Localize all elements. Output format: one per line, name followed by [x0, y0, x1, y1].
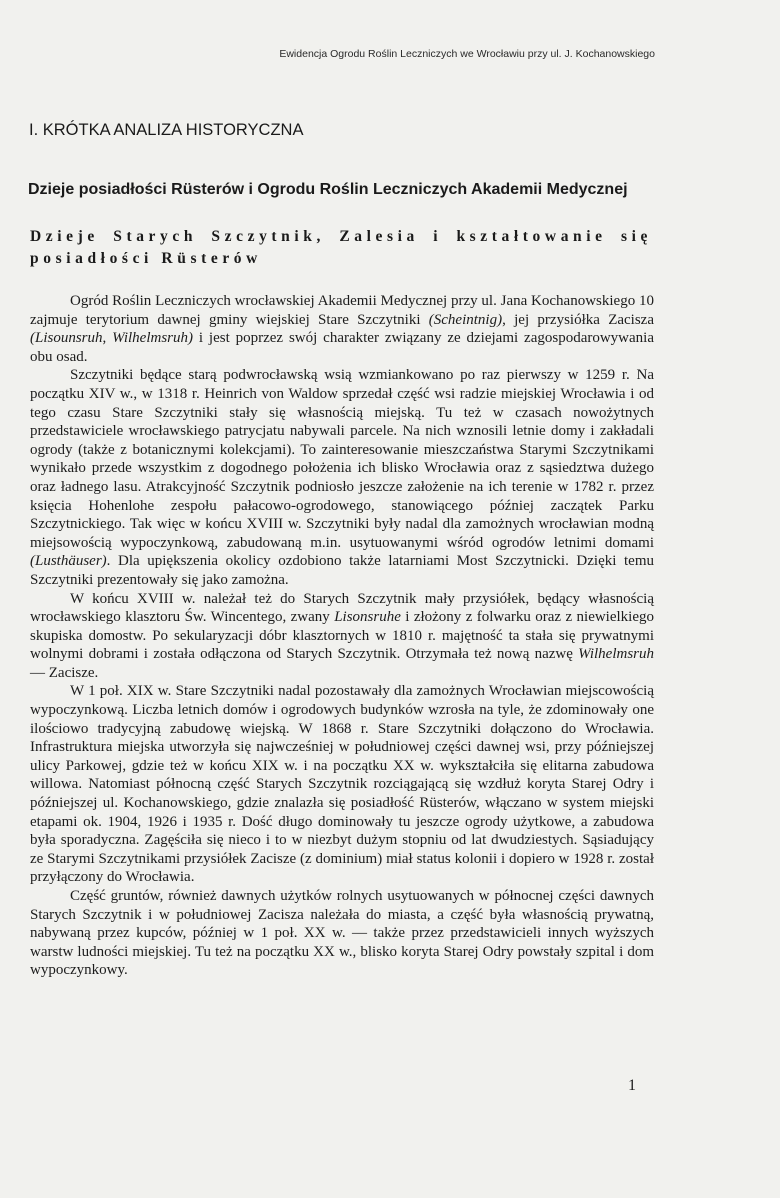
text-run: i złożony z folwarku oraz z niewielkiego skupiska domostw. Po sekularyzacji dóbr klasztornych w 1810 r. majętność ta stała się prywatnymi wolnymi dobrami i została odłączona od Starych Szczytnik. Otrzymała też nową nazwę — [30, 609, 655, 663]
text-run: , jej przysiółka Zacisza — [502, 311, 654, 328]
text-run: Szczytniki będące starą podwrocławską wsią wzmiankowano po raz pierwszy w 1259 r. Na początku XIV w., w 1318 r. Heinrich von Waldow sprzedał część wsi radzie miejskiej Wrocławia i od tego czasu Stare Szczytniki stały się własnością miejską. Tu też w czasach nowożytnych przedstawiciele wrocławskiego patrycjatu nabywali parcele. Na nich wznosili letnie domy i zakładali ogrody (także z botanicznymi kolekcjami). To zainteresowanie mieszczaństwa Starymi Szczytnikami wynikało przede wszystkim z dogodnego położenia ich blisko Wrocławia oraz z sąsiedztwa dużego oraz ładnego lasu. Atrakcyjność Szczytnik podniosło jeszcze założenie na ich terenie w 1782 r. przez księcia Hohenlohe zespołu pałacowo-ogrodowego, stanowiącego później zaczątek Parku Szczytnickiego. Tak więc w końcu XVIII w. Szczytniki były nadal dla zamożnych wrocławian modną miejsowością wypoczynkową, zabudowaną m.in. usytuowanymi wśród ogrodów letnimi domami — [30, 367, 654, 551]
section-title: Dzieje posiadłości Rüsterów i Ogrodu Roślin Leczniczych Akademii Medycznej — [28, 181, 628, 198]
paragraph — [30, 366, 654, 589]
text-run: — Zacisze. — [30, 664, 99, 681]
paragraph — [30, 682, 654, 887]
running-header: Ewidencja Ogrodu Roślin Leczniczych we Wrocławiu przy ul. J. Kochanowskiego — [279, 48, 655, 60]
text-run: , — [102, 330, 113, 347]
paragraph — [30, 887, 654, 980]
text-run: Ogród Roślin Leczniczych wrocławskiej Akademii Medycznej przy ul. Jana Kochanowskiego 10 zajmuje terytorium dawnej gminy wiejskiej Stare Szczytniki — [30, 293, 654, 328]
page-number: 1 — [628, 1077, 636, 1094]
text-run: i jest poprzez swój charakter związany ze dziejami zagospodarowywania obu osad. — [30, 330, 654, 365]
text-run: W 1 poł. XIX w. Stare Szczytniki nadal pozostawały dla zamożnych Wrocławian miejscowością wypoczynkową. Liczba letnich domów i ogrodowych budynków wzrosła na tyle, że zdominowały one ilościowo tradycyjną zabudowę wiejską. W 1868 r. Stare Szczytniki dołączono do Wrocławia. Infrastruktura miejska utworzyła się najwcześniej w południowej części dawnej wsi, przy późniejszej ulicy Parkowej, gdzie też w końcu XIX w. i na początku XX w. wykształciła się elitarna zabudowa willowa. Natomiast północną część Starych Szczytnik rozciągającą się wzdłuż koryta Starej Odry i późniejszej ul. Kochanowskiego, gdzie znalazła się posiadłość Rüsterów, włączano w system miejski etapami ok. 1904, 1926 i 1935 r. Dość długo dominowały tu jeszcze ogrody użytkowe, a zabudowa była sporadyczna. Zagęściła się nieco i to w niezbyt dużym stopniu od lat dwudziestych. Sąsiadujący ze Starymi Szczytnikami przysiółek Zacisze (z dominium) miał status kolonii i dopiero w 1928 r. został przyłączony do Wrocławia. — [30, 683, 654, 886]
italic-run: (Lisounsruh — [30, 330, 103, 347]
italic-run: (Scheintnig) — [428, 311, 503, 328]
body-text — [30, 292, 654, 980]
paragraph — [30, 292, 654, 366]
text-run: W końcu XVIII w. należał też do Starych Szczytnik mały przysiółek, będący własnością wrocławskiego klasztoru Św. Wincentego, zwany — [30, 590, 654, 626]
paragraph — [30, 590, 654, 683]
italic-run: Wilhelmsruh) — [112, 330, 193, 347]
italic-run: Wilhelmsruh — [578, 646, 654, 663]
text-run: Część gruntów, również dawnych użytków rolnych usytuowanych w północnej części dawnych Starych Szczytnik i w południowej Zacisza należała do miasta, a część była własnością prywatną, nabywaną przez kupców, później w 1 poł. XX w. — także przez przedstawicieli innych wyższych warstw ludności miejskiej. Tu też na początku XX w., blisko koryta Starej Odry powstały szpital i dom wypoczynkowy. — [30, 888, 654, 979]
subsection-title: Dzieje Starych Szczytnik, Zalesia i kształtowanie się posiadłości Rüsterów — [30, 228, 652, 267]
text-run: . Dla upiększenia okolicy ozdobiono także latarniami Most Szczytnicki. Dzięki temu Szczytniki prezentowały się jako zamożna. — [30, 553, 654, 588]
italic-run: Lisonsruhe — [334, 609, 401, 626]
italic-run: (Lusthäuser) — [30, 553, 107, 570]
chapter-title: I. KRÓTKA ANALIZA HISTORYCZNA — [29, 121, 304, 139]
